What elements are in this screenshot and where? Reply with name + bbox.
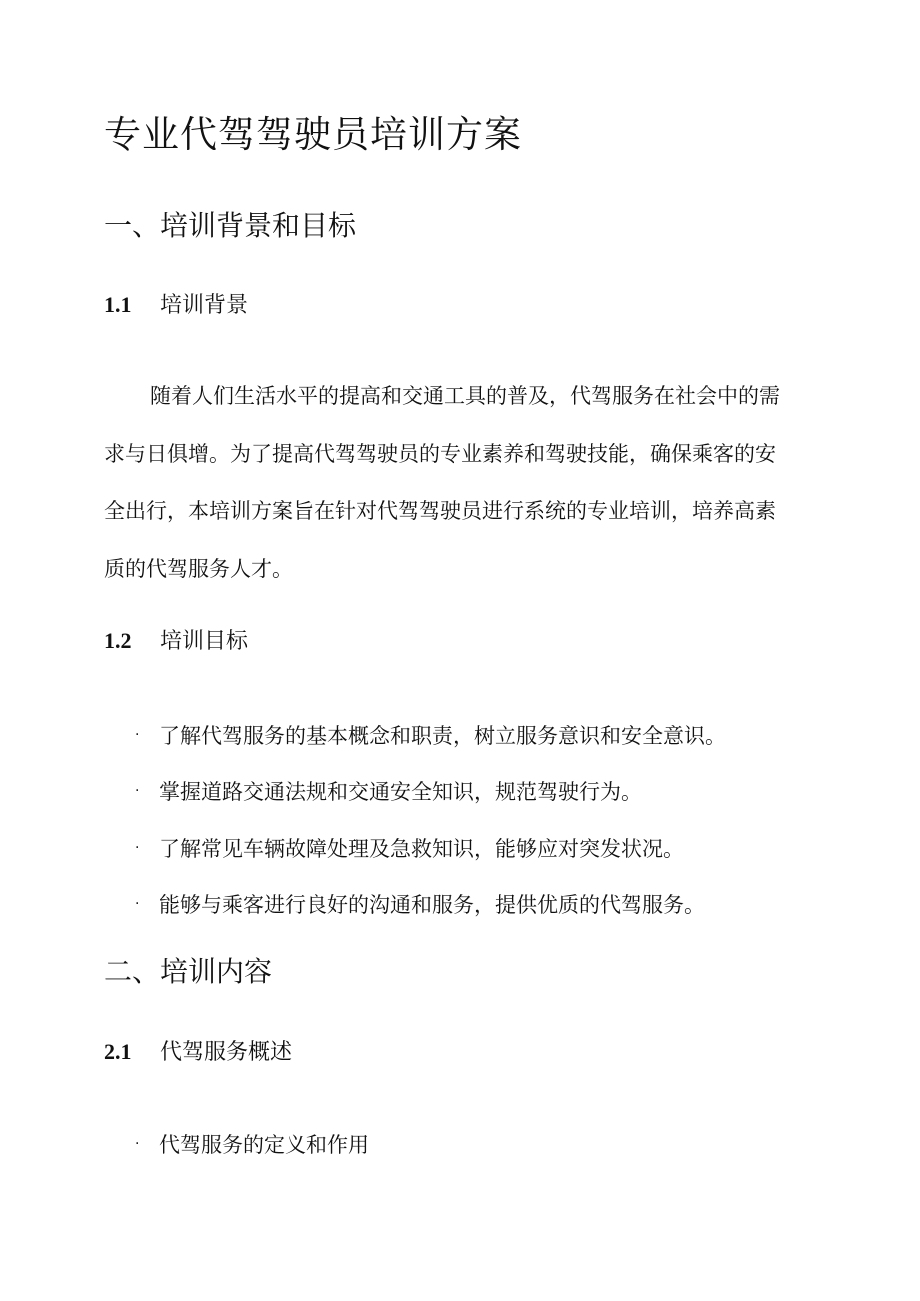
- list-item: [135, 889, 705, 919]
- section-heading-2: 二、培训内容: [104, 955, 273, 988]
- subsection-number: 1.2: [104, 628, 132, 653]
- subsection-heading-2-1: [104, 1035, 292, 1066]
- paragraph-line: 全出行，本培训方案旨在针对代驾驾驶员进行系统的专业培训，培养高素: [104, 499, 776, 523]
- subsection-number: 2.1: [104, 1039, 132, 1064]
- list-item-text: 掌握道路交通法规和交通安全知识，规范驾驶行为。: [159, 780, 642, 804]
- list-item-text: 代驾服务的定义和作用: [159, 1133, 369, 1157]
- background-paragraph: [104, 368, 804, 598]
- document-title: 专业代驾驾驶员培训方案: [104, 113, 522, 156]
- list-item-text: 了解代驾服务的基本概念和职责，树立服务意识和安全意识。: [159, 724, 726, 748]
- list-item: [135, 776, 642, 806]
- subsection-title: 代驾服务概述: [160, 1040, 293, 1065]
- bullet-dot: ·: [135, 1136, 140, 1152]
- subsection-heading-1-1: [104, 288, 248, 319]
- bullet-dot: ·: [135, 896, 140, 912]
- paragraph-line: 求与日俱增。为了提高代驾驾驶员的专业素养和驾驶技能，确保乘客的安: [104, 441, 776, 466]
- subsection-title: 培训目标: [160, 629, 249, 654]
- subsection-number: 1.1: [104, 292, 132, 317]
- subsection-title: 培训背景: [160, 293, 249, 318]
- bullet-dot: ·: [135, 783, 140, 799]
- bullet-dot: ·: [135, 727, 140, 743]
- list-item: [135, 720, 726, 750]
- paragraph-line: 质的代驾服务人才。: [104, 556, 293, 581]
- list-item: [135, 833, 684, 863]
- paragraph-line: 随着人们生活水平的提高和交通工具的普及，代驾服务在社会中的需: [150, 384, 780, 408]
- list-item-text: 了解常见车辆故障处理及急救知识，能够应对突发状况。: [159, 837, 684, 861]
- list-item: [135, 1129, 369, 1159]
- bullet-dot: ·: [135, 840, 140, 856]
- list-item-text: 能够与乘客进行良好的沟通和服务，提供优质的代驾服务。: [159, 893, 705, 917]
- section-heading-1: 一、培训背景和目标: [104, 209, 357, 242]
- subsection-heading-1-2: [104, 624, 248, 655]
